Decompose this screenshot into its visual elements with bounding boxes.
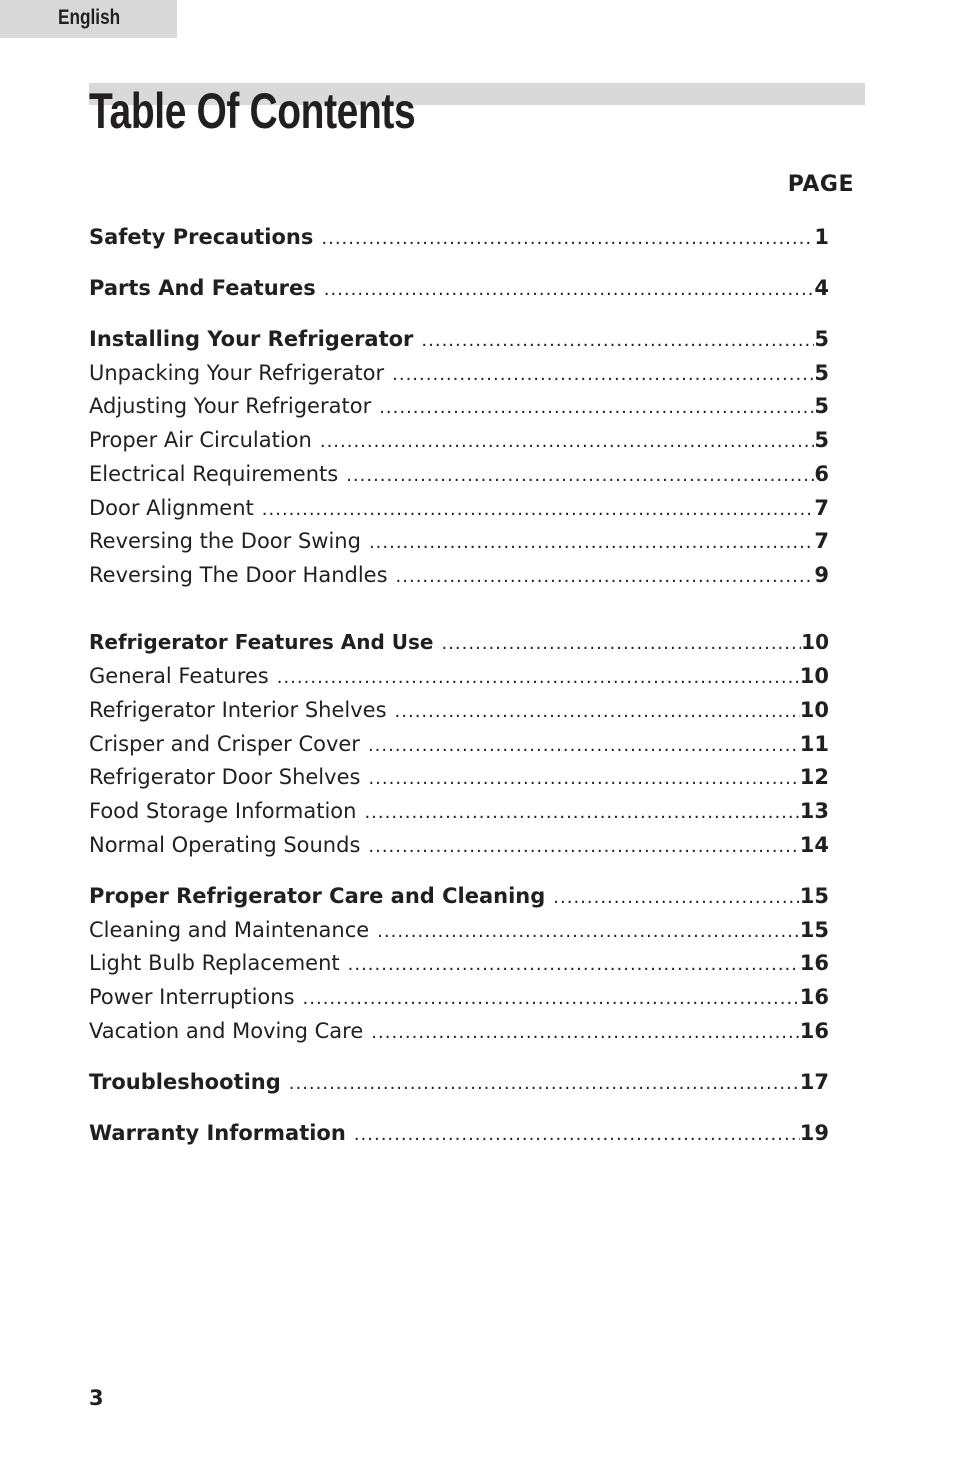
dot-leader xyxy=(321,222,814,256)
toc-entry-cleaning-and-maintenance[interactable] xyxy=(89,913,829,947)
toc-entry-refrigerator-interior-shelves[interactable] xyxy=(89,693,829,727)
dot-leader xyxy=(346,459,814,493)
toc-entry-label: Proper Air Circulation xyxy=(89,428,312,452)
toc-entry-page: 10 xyxy=(801,630,829,654)
dot-leader xyxy=(441,627,801,661)
toc-entry-refrigerator-door-shelves[interactable] xyxy=(89,760,829,794)
toc-entry-reversing-the-door-handles[interactable] xyxy=(89,558,829,592)
toc-entry-page: 19 xyxy=(799,1121,829,1145)
language-tab xyxy=(0,0,177,38)
dot-leader xyxy=(421,324,814,358)
page-column-header: PAGE xyxy=(787,172,854,197)
toc-entry-page: 13 xyxy=(799,799,829,823)
toc-entry-vacation-and-moving-care[interactable] xyxy=(89,1014,829,1048)
page-title: Table Of Contents xyxy=(89,83,416,139)
dot-leader xyxy=(553,881,799,915)
toc-entry-proper-air-circulation[interactable] xyxy=(89,423,829,457)
dot-leader xyxy=(303,982,800,1016)
toc-entry-page: 7 xyxy=(814,496,829,520)
toc-entry-crisper-and-crisper-cover[interactable] xyxy=(89,727,829,761)
toc-entry-label: Troubleshooting xyxy=(89,1070,281,1094)
toc-entry-troubleshooting[interactable] xyxy=(89,1065,829,1099)
toc-entry-label: Refrigerator Features And Use xyxy=(89,630,434,654)
dot-leader xyxy=(377,915,800,949)
footer-page-number: 3 xyxy=(89,1386,104,1410)
toc-entry-label: Reversing the Door Swing xyxy=(89,529,361,553)
dot-leader xyxy=(396,560,815,594)
dot-leader xyxy=(392,358,814,392)
toc-entry-label: Unpacking Your Refrigerator xyxy=(89,361,385,385)
toc-entry-label: Crisper and Crisper Cover xyxy=(89,732,360,756)
toc-entry-page: 11 xyxy=(799,732,829,756)
toc-entry-page: 4 xyxy=(814,276,829,300)
toc-entry-page: 16 xyxy=(799,951,829,975)
toc-entry-label: Parts And Features xyxy=(89,276,316,300)
toc-entry-page: 15 xyxy=(799,918,829,942)
toc-entry-label: Reversing The Door Handles xyxy=(89,563,388,587)
toc-entry-page: 5 xyxy=(814,394,829,418)
dot-leader xyxy=(320,425,815,459)
dot-leader xyxy=(395,695,800,729)
toc-entry-light-bulb-replacement[interactable] xyxy=(89,946,829,980)
toc-entry-label: Food Storage Information xyxy=(89,799,357,823)
toc-entry-label: Refrigerator Door Shelves xyxy=(89,765,361,789)
toc-entry-label: Power Interruptions xyxy=(89,985,295,1009)
toc-entry-label: General Features xyxy=(89,664,269,688)
toc-entry-page: 5 xyxy=(814,327,829,351)
toc-entry-unpacking-your-refrigerator[interactable] xyxy=(89,356,829,390)
dot-leader xyxy=(324,273,815,307)
toc-entry-page: 6 xyxy=(814,462,829,486)
toc-entry-page: 10 xyxy=(799,664,829,688)
dot-leader xyxy=(262,493,815,527)
toc-entry-page: 5 xyxy=(814,361,829,385)
toc-entry-page: 12 xyxy=(799,765,829,789)
toc-entry-page: 14 xyxy=(799,833,829,857)
toc-entry-label: Warranty Information xyxy=(89,1121,346,1145)
toc-entry-page: 16 xyxy=(799,985,829,1009)
dot-leader xyxy=(368,830,799,864)
toc-entry-general-features[interactable] xyxy=(89,659,829,693)
toc-entry-label: Refrigerator Interior Shelves xyxy=(89,698,387,722)
toc-entry-label: Safety Precautions xyxy=(89,225,314,249)
toc-entry-label: Normal Operating Sounds xyxy=(89,833,361,857)
dot-leader xyxy=(371,1016,799,1050)
dot-leader xyxy=(364,796,799,830)
dot-leader xyxy=(368,729,800,763)
dot-leader xyxy=(379,391,814,425)
toc-entry-door-alignment[interactable] xyxy=(89,491,829,525)
toc-entry-page: 15 xyxy=(799,884,829,908)
toc-entry-label: Light Bulb Replacement xyxy=(89,951,340,975)
toc-entry-reversing-the-door-swing[interactable] xyxy=(89,524,829,558)
toc-entry-label: Installing Your Refrigerator xyxy=(89,327,414,351)
toc-entry-label: Vacation and Moving Care xyxy=(89,1019,364,1043)
toc-entry-parts-and-features[interactable] xyxy=(89,271,829,305)
dot-leader xyxy=(289,1067,800,1101)
language-tab-label: English xyxy=(58,6,121,29)
dot-leader xyxy=(368,762,799,796)
toc-entry-page: 5 xyxy=(814,428,829,452)
toc-entry-installing-your-refrigerator[interactable] xyxy=(89,322,829,356)
toc-entry-adjusting-your-refrigerator[interactable] xyxy=(89,389,829,423)
toc-entry-page: 9 xyxy=(814,563,829,587)
toc-entry-label: Proper Refrigerator Care and Cleaning xyxy=(89,884,546,908)
toc-entry-normal-operating-sounds[interactable] xyxy=(89,828,829,862)
dot-leader xyxy=(348,948,800,982)
toc-entry-refrigerator-features-and-use[interactable] xyxy=(89,625,829,659)
toc-entry-label: Door Alignment xyxy=(89,496,254,520)
toc-entry-power-interruptions[interactable] xyxy=(89,980,829,1014)
toc-entry-food-storage-information[interactable] xyxy=(89,794,829,828)
toc-entry-label: Adjusting Your Refrigerator xyxy=(89,394,372,418)
toc-entry-page: 17 xyxy=(799,1070,829,1094)
toc-entry-page: 7 xyxy=(814,529,829,553)
toc-entry-safety-precautions[interactable] xyxy=(89,220,829,254)
toc-entry-label: Cleaning and Maintenance xyxy=(89,918,370,942)
toc-entry-warranty-information[interactable] xyxy=(89,1116,829,1150)
dot-leader xyxy=(277,661,800,695)
toc-entry-page: 10 xyxy=(799,698,829,722)
toc-entry-label: Electrical Requirements xyxy=(89,462,339,486)
dot-leader xyxy=(369,526,814,560)
toc-entry-page: 16 xyxy=(799,1019,829,1043)
dot-leader xyxy=(354,1118,800,1152)
toc-entry-electrical-requirements[interactable] xyxy=(89,457,829,491)
toc-entry-page: 1 xyxy=(814,225,829,249)
toc-entry-proper-refrigerator-care-and-cleaning[interactable] xyxy=(89,879,829,913)
